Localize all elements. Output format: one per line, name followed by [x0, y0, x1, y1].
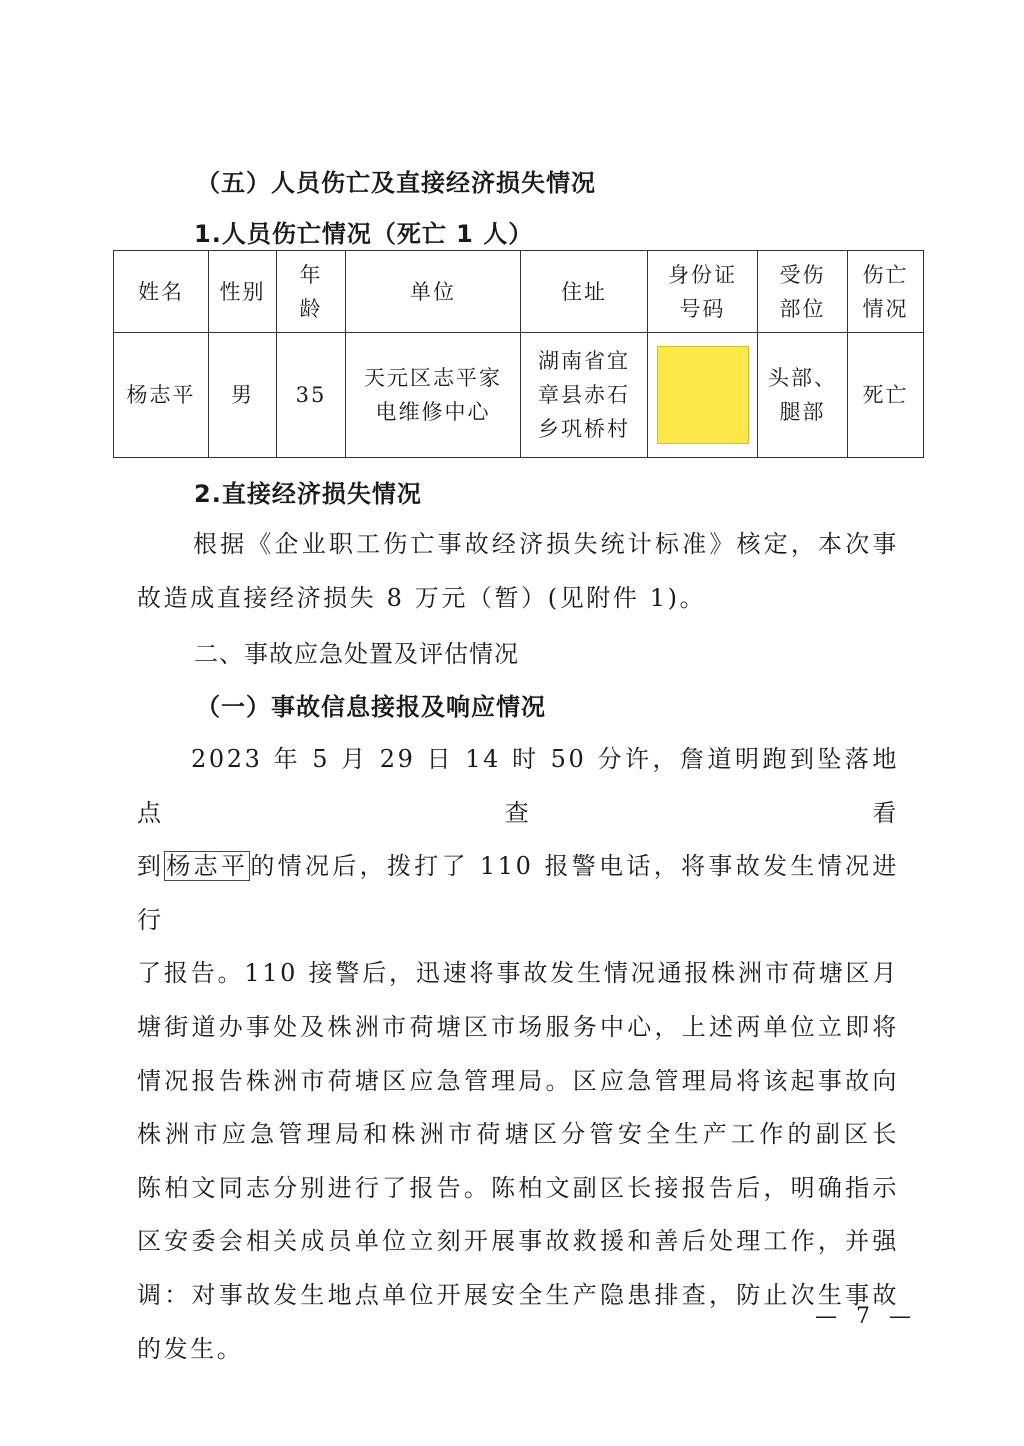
cell-injury-line1: 头部、	[768, 366, 837, 390]
cell-unit-line1: 天元区志平家	[364, 366, 502, 390]
header-id-line1: 身份证	[668, 262, 737, 287]
page-number: — 7 —	[815, 1304, 917, 1329]
header-id-line2: 号码	[679, 296, 726, 321]
header-name: 姓名	[114, 251, 209, 333]
header-age	[277, 251, 346, 333]
report-line-2	[137, 840, 899, 947]
header-age-line1: 年	[299, 262, 323, 287]
loss-paragraph	[137, 518, 899, 625]
loss-line-1: 根据《企业职工伤亡事故经济损失统计标准》核定，本次事	[193, 530, 899, 558]
header-injury	[758, 251, 848, 333]
header-age-line2: 龄	[299, 296, 323, 321]
loss-line-2: 故造成直接经济损失 8 万元（暂）(见附件 1)。	[137, 583, 707, 612]
header-injury-line1: 受伤	[779, 262, 826, 287]
boxed-name: 杨志平	[166, 852, 249, 881]
cell-gender: 男	[209, 333, 277, 458]
cell-address	[521, 333, 648, 458]
section-five-heading: （五）人员伤亡及直接经济损失情况	[196, 169, 596, 197]
cell-injury	[758, 333, 848, 458]
header-id	[648, 251, 758, 333]
report-paragraph	[137, 733, 899, 1376]
header-injury-line2: 部位	[779, 296, 826, 321]
economic-loss-heading: 2.直接经济损失情况	[194, 480, 422, 508]
header-status-line1: 伤亡	[862, 262, 909, 287]
id-redaction-box	[657, 346, 749, 444]
report-line-5: 情况报告株洲市荷塘区应急管理局。区应急管理局将该起事故向	[137, 1066, 899, 1095]
cell-unit-line2: 电维修中心	[375, 400, 491, 424]
casualties-heading: 1.人员伤亡情况（死亡 1 人）	[194, 220, 534, 248]
report-line-4: 塘街道办事处及株洲市荷塘区市场服务中心，上述两单位立即将	[137, 1012, 899, 1041]
table-header-row	[114, 251, 924, 333]
report-line-7: 陈柏文同志分别进行了报告。陈柏文副区长接报告后，明确指示	[137, 1173, 899, 1202]
cell-address-line3: 乡巩桥村	[538, 417, 630, 441]
cell-age: 35	[277, 333, 346, 458]
section-two-heading: 二、事故应急处置及评估情况	[194, 640, 519, 668]
report-line-2-pre: 到	[137, 852, 165, 881]
table-row	[114, 333, 924, 458]
report-line-6: 株洲市应急管理局和株洲市荷塘区分管安全生产工作的副区长	[137, 1120, 899, 1149]
casualty-table	[113, 250, 924, 458]
cell-name: 杨志平	[114, 333, 209, 458]
header-address: 住址	[521, 251, 648, 333]
subsection-one-heading: （一）事故信息接报及响应情况	[196, 693, 546, 721]
cell-unit	[346, 333, 521, 458]
header-status-line2: 情况	[862, 296, 909, 321]
report-line-10: 的发生。	[137, 1334, 244, 1363]
report-line-3: 了报告。110 接警后，迅速将事故发生情况通报株洲市荷塘区月	[137, 959, 899, 988]
header-unit: 单位	[346, 251, 521, 333]
report-line-8: 区安委会相关成员单位立刻开展事故救援和善后处理工作，并强	[137, 1227, 899, 1256]
report-line-9: 调：对事故发生地点单位开展安全生产隐患排查，防止次生事故	[137, 1280, 899, 1309]
report-line-1: 2023 年 5 月 29 日 14 时 50 分许，詹道明跑到坠落地点查看	[137, 745, 899, 827]
cell-id-number	[648, 333, 758, 458]
cell-address-line1: 湖南省宜	[538, 349, 630, 373]
cell-status: 死亡	[848, 333, 924, 458]
header-status	[848, 251, 924, 333]
cell-injury-line2: 腿部	[779, 400, 826, 424]
cell-address-line2: 章县赤石	[538, 383, 630, 407]
report-line-2-post: 的情况后，拨打了 110 报警电话，将事故发生情况进行	[137, 852, 899, 934]
header-gender: 性别	[209, 251, 277, 333]
